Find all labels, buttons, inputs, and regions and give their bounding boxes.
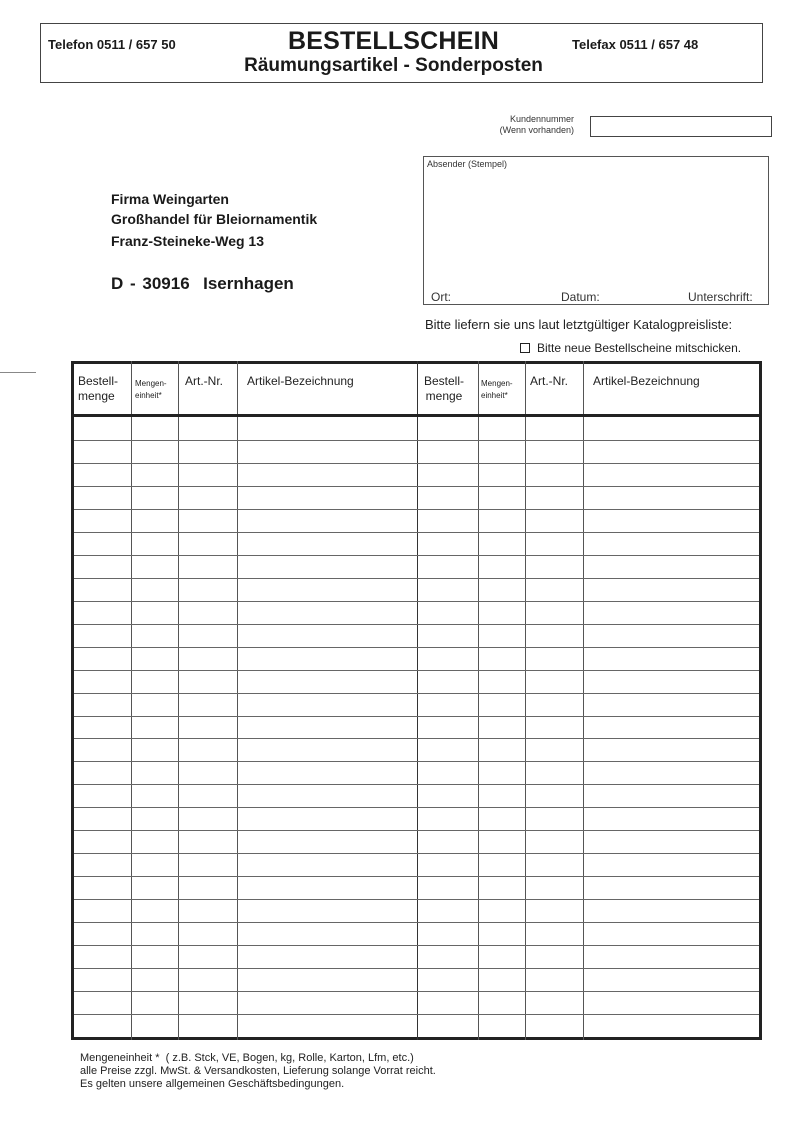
table-row[interactable] (74, 761, 759, 783)
table-row[interactable] (74, 807, 759, 829)
table-row[interactable] (74, 716, 759, 738)
column-header-line2: einheit* (481, 391, 508, 400)
table-row[interactable] (74, 968, 759, 990)
column-header-line1: Artikel-Bezeichnung (593, 374, 700, 388)
footer-notes (80, 1052, 436, 1091)
table-row[interactable] (74, 830, 759, 852)
fax-number: Telefax 0511 / 657 48 (572, 37, 699, 52)
footer-price-note: alle Preise zzgl. MwSt. & Versandkosten, Lieferung solange Vorrat reicht. (80, 1065, 436, 1077)
table-column-header (185, 374, 223, 389)
column-header-line1: Artikel-Bezeichnung (247, 374, 354, 388)
table-column-header (593, 374, 700, 389)
table-row[interactable] (74, 945, 759, 967)
table-row[interactable] (74, 532, 759, 554)
recipient-company: Firma Weingarten (111, 191, 229, 207)
column-header-line1: Art.-Nr. (185, 374, 223, 388)
form-subtitle: Räumungsartikel - Sonderposten (244, 55, 543, 76)
sender-stamp-label: Absender (Stempel) (427, 159, 508, 169)
column-header-line1: Mengen- (481, 379, 513, 388)
sender-stamp-box[interactable] (423, 156, 769, 305)
table-row[interactable] (74, 624, 759, 646)
table-row[interactable] (74, 670, 759, 692)
table-row[interactable] (74, 876, 759, 898)
table-row[interactable] (74, 601, 759, 623)
table-column-header (530, 374, 568, 389)
table-row[interactable] (74, 853, 759, 875)
table-row[interactable] (74, 1014, 759, 1036)
margin-line (0, 372, 36, 373)
footer-terms-note: Es gelten unsere allgemeinen Geschäftsbedingungen. (80, 1078, 345, 1090)
phone-number: Telefon 0511 / 657 50 (48, 37, 176, 52)
table-row[interactable] (74, 647, 759, 669)
column-header-line1: Mengen- (135, 379, 167, 388)
date-label: Datum: (561, 290, 600, 304)
customer-number-label-line2: (Wenn vorhanden) (499, 125, 574, 135)
column-header-line2: menge (425, 389, 463, 403)
signature-label: Unterschrift: (688, 290, 753, 304)
table-column-header (78, 374, 118, 404)
table-row[interactable] (74, 991, 759, 1013)
table-row[interactable] (74, 509, 759, 531)
table-column-header (135, 378, 167, 402)
table-column-header (424, 374, 464, 404)
delivery-instruction: Bitte liefern sie uns laut letztgültiger Katalogpreisliste: (425, 317, 733, 332)
table-column-header (481, 378, 513, 402)
recipient-street: Franz-Steineke-Weg 13 (111, 233, 265, 249)
table-row[interactable] (74, 738, 759, 760)
recipient-city: D - 30916 Isernhagen (111, 274, 294, 293)
table-row[interactable] (74, 555, 759, 577)
column-header-line2: menge (78, 389, 115, 403)
new-forms-checkbox[interactable] (520, 343, 530, 353)
table-row[interactable] (74, 784, 759, 806)
customer-number-label (440, 114, 574, 136)
table-row[interactable] (74, 463, 759, 485)
place-label: Ort: (431, 290, 451, 304)
form-title: BESTELLSCHEIN (288, 27, 499, 55)
table-column-header (247, 374, 354, 389)
column-header-line1: Art.-Nr. (530, 374, 568, 388)
new-forms-checkbox-row[interactable] (520, 341, 741, 355)
customer-number-label-line1: Kundennummer (509, 114, 574, 124)
column-header-line2: einheit* (135, 391, 162, 400)
table-row[interactable] (74, 693, 759, 715)
table-row[interactable] (74, 899, 759, 921)
recipient-business: Großhandel für Bleiornamentik (111, 211, 318, 227)
table-row[interactable] (74, 440, 759, 462)
customer-number-field[interactable] (590, 116, 772, 137)
new-forms-checkbox-label: Bitte neue Bestellscheine mitschicken. (537, 341, 742, 355)
table-row[interactable] (74, 578, 759, 600)
column-header-line1: Bestell- (424, 374, 465, 388)
table-row[interactable] (74, 922, 759, 944)
table-header-separator (71, 414, 762, 417)
table-row[interactable] (74, 417, 759, 439)
column-header-line1: Bestell- (78, 374, 119, 388)
table-row[interactable] (74, 486, 759, 508)
footer-unit-note: Mengeneinheit * ( z.B. Stck, VE, Bogen, kg, Rolle, Karton, Lfm, etc.) (80, 1052, 414, 1064)
